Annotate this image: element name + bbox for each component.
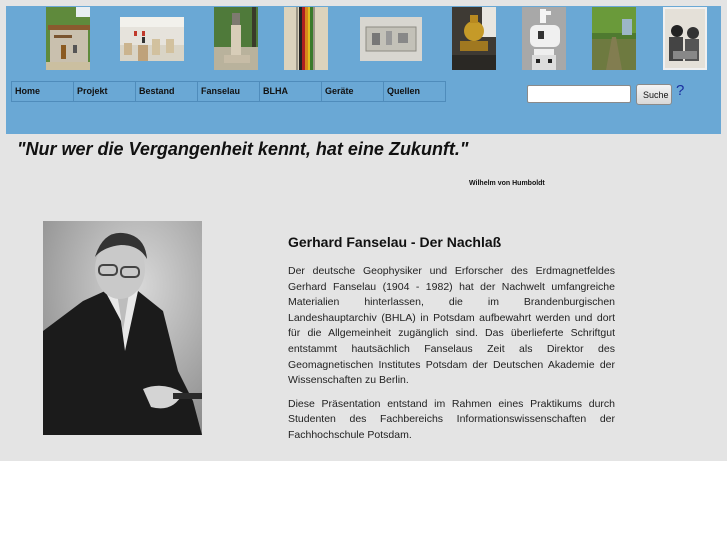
search-button[interactable]: Suche (636, 84, 672, 105)
quote-text: "Nur wer die Vergangenheit kennt, hat eine Zukunft." (17, 139, 469, 159)
search-input[interactable] (527, 85, 631, 103)
article-paragraph: Der deutsche Geophysiker und Erforscher des Erdmagnetfeldes Gerhard Fanselau (1904 - 1982) hat der Nachwelt umfangreiche Materialien hinterlassen, die im Brandenburgischen Landeshauptarchiv (BHLA) in Potsdam aufbewahrt werden und dort für die Allgemeinheit zugänglich sind. Das überlieferte Schriftgut entstammt hautsächlich Fanselaus Zeit als Direktor des Geomagnetischen Institutes Potsdam der Deutschen Akademie der Wissenschaften zu Berlin. (288, 265, 615, 387)
nav-geraete[interactable]: Geräte (322, 82, 384, 101)
article (288, 234, 615, 452)
color-strip-photo[interactable] (284, 7, 328, 70)
nav-projekt[interactable]: Projekt (74, 82, 136, 101)
nav-bestand[interactable]: Bestand (136, 82, 198, 101)
telescope-device-photo[interactable] (522, 7, 566, 70)
historic-people-photo[interactable] (663, 7, 707, 70)
brass-instrument-photo[interactable] (452, 7, 496, 70)
article-title: Gerhard Fanselau - Der Nachlaß (288, 234, 502, 250)
villa-building-photo[interactable] (46, 7, 90, 70)
nav-home[interactable]: Home (12, 82, 74, 101)
glass-instrument-photo[interactable] (360, 17, 422, 61)
exhibition-room-photo[interactable] (120, 17, 184, 61)
nav-quellen[interactable]: Quellen (384, 82, 446, 101)
nav-blha[interactable]: BLHA (260, 82, 322, 101)
nav-fanselau[interactable]: Fanselau (198, 82, 260, 101)
garden-path-photo[interactable] (592, 7, 636, 70)
main-navigation (11, 81, 446, 102)
help-link-icon[interactable]: ? (676, 82, 685, 99)
portrait-photo (43, 221, 202, 435)
article-paragraph: Diese Präsentation entstand im Rahmen eines Praktikums durch Studenten des Fachbereichs Informationswissenschaften der Fachhochschule Potsdam. (288, 397, 615, 441)
memorial-bust-photo[interactable] (214, 7, 258, 70)
quote-author: Wilhelm von Humboldt (469, 180, 545, 187)
